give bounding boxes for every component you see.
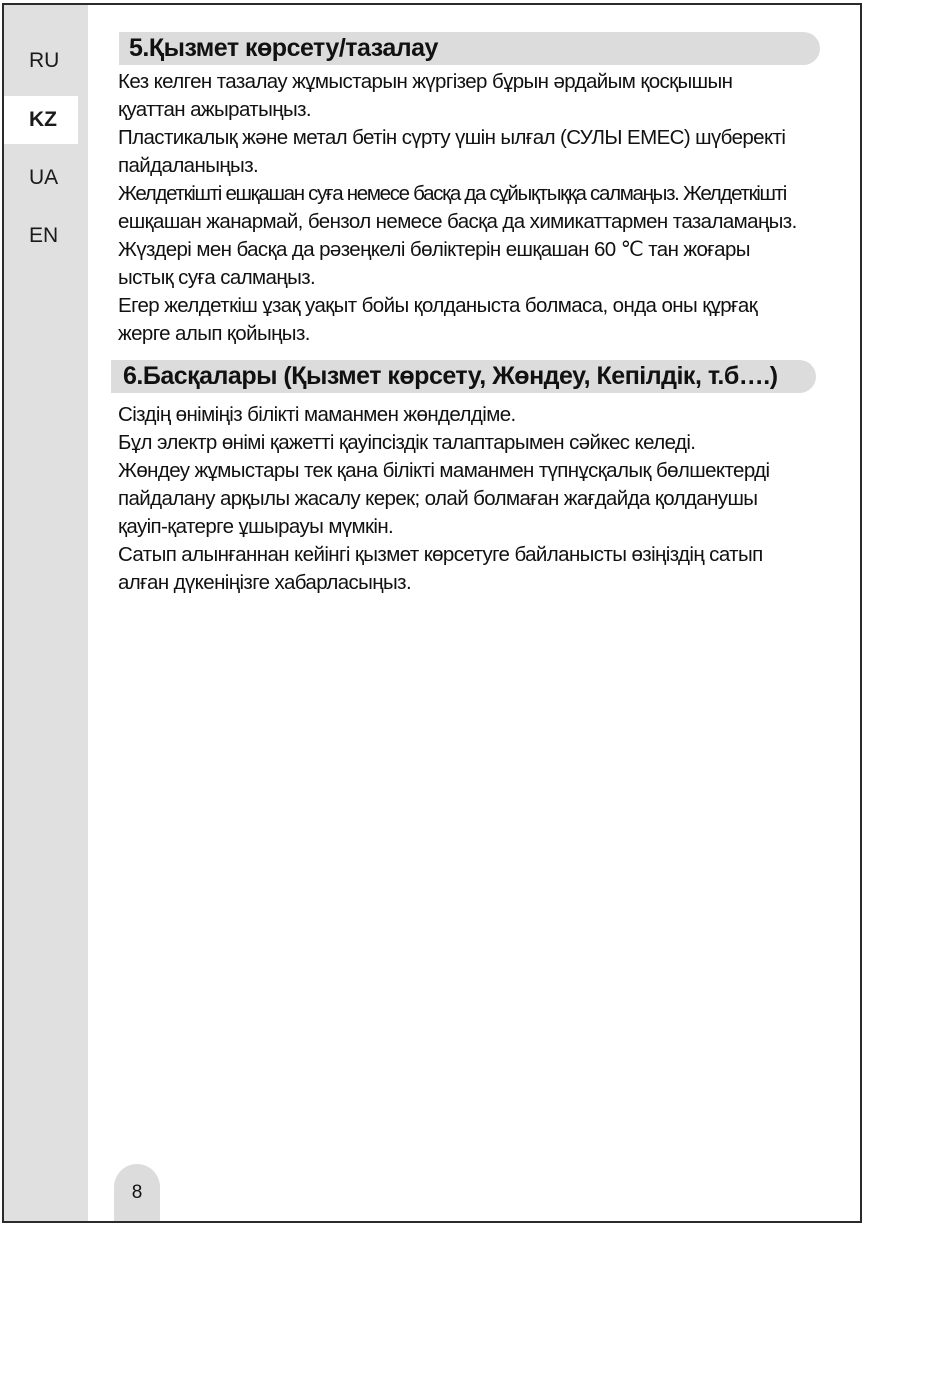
text-line: ешқашан жанармай, бензол немесе басқа да химикаттармен тазаламаңыз.	[118, 210, 797, 233]
text-line: ыстық суға салмаңыз.	[118, 266, 316, 289]
text-line: қауіп-қатерге ұшырауы мүмкін.	[118, 515, 394, 538]
text-line: Пластикалық және метал бетін сүрту үшін ылғал (СУЛЫ ЕМЕС) шүберекті	[118, 126, 786, 149]
language-sidebar	[4, 5, 88, 1221]
section-5-title: 5.Қызмет көрсету/тазалау	[129, 34, 438, 62]
page-number: 8	[114, 1164, 160, 1221]
section-6-header	[111, 360, 816, 393]
section-5-header	[119, 32, 820, 65]
text-line: Жүздері мен басқа да рәзеңкелі бөліктерін ешқашан 60 ℃ тан жоғары	[118, 238, 750, 261]
text-line: Бұл электр өнімі қажетті қауіпсіздік талаптарымен сәйкес келеді.	[118, 431, 696, 454]
text-line: Егер желдеткіш ұзақ уақыт бойы қолданыста болмаса, онда оны құрғақ	[118, 294, 758, 317]
text-line: пайдаланыңыз.	[118, 154, 259, 177]
text-line: Сатып алынғаннан кейінгі қызмет көрсетуге байланысты өзіңіздің сатып	[118, 543, 763, 566]
text-line: Желдеткішті ешқашан суға немесе басқа да сұйықтыққа салмаңыз. Желдеткішті	[118, 182, 787, 205]
page-content	[88, 5, 860, 1221]
text-line: Кез келген тазалау жұмыстарын жүргізер бұрын әрдайым қосқышын	[118, 70, 733, 93]
section-5-body	[118, 68, 798, 348]
lang-tab-ru[interactable]: RU	[29, 49, 60, 72]
lang-tab-en[interactable]: EN	[29, 224, 59, 247]
text-line: қуаттан ажыратыңыз.	[118, 98, 311, 121]
text-line: алған дүкеніңізге хабарласыңыз.	[118, 571, 412, 594]
lang-tab-kz[interactable]: KZ	[4, 96, 78, 144]
text-line: Сіздің өніміңіз білікті маманмен жөнделдіме.	[118, 403, 516, 426]
page-frame	[2, 3, 862, 1223]
lang-tab-ua[interactable]: UA	[29, 166, 59, 189]
section-6-body	[118, 401, 798, 597]
text-line: Жөндеу жұмыстары тек қана білікті маманмен түпнұсқалық бөлшектерді	[118, 459, 770, 482]
text-line: пайдалану арқылы жасалу керек; олай болмаған жағдайда қолданушы	[118, 487, 758, 510]
text-line: жерге алып қойыңыз.	[118, 322, 310, 345]
section-6-title: 6.Басқалары (Қызмет көрсету, Жөндеу, Кепілдік, т.б….)	[123, 362, 778, 390]
